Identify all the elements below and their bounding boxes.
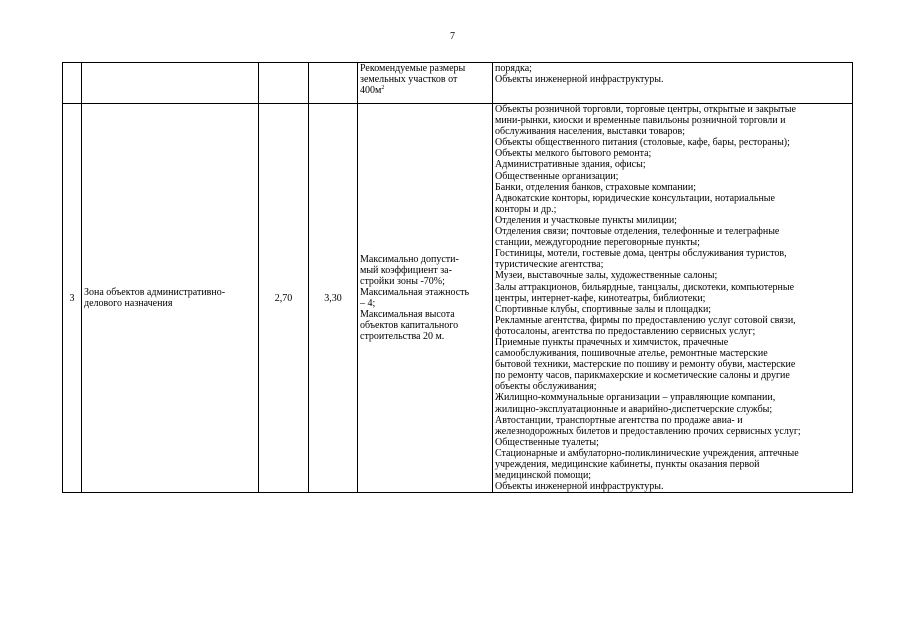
cell-value-2: 3,30 (309, 104, 358, 493)
use-line: бытовой техники, мастерские по пошиву и ремонту обуви, мастерские (495, 359, 796, 371)
use-line: по ремонту часов, парикмахерские и косметические салоны и другие (495, 370, 790, 382)
use-line: станции, междугородние переговорные пункты; (495, 237, 700, 249)
use-line: Отделения связи; почтовые отделения, телефонные и телеграфные (495, 226, 780, 238)
use-line: Жилищно-коммунальные организации – управляющие компании, (495, 392, 776, 404)
parameter-line: объектов капитального (360, 320, 459, 332)
use-line: Банки, отделения банков, страховые компании; (495, 181, 697, 193)
cell-value-2 (309, 63, 358, 104)
zones-table (62, 62, 853, 493)
cell-value-1: 2,70 (259, 104, 309, 493)
parameter-line: Рекомендуемые размеры (360, 63, 466, 74)
page-number: 7 (450, 31, 455, 42)
use-line: объекты обслуживания; (495, 381, 597, 393)
parameter-line: строительства 20 м. (360, 331, 445, 343)
use-line: Музеи, выставочные залы, художественные салоны; (495, 270, 718, 282)
use-line: фотосалоны, агентства по предоставлению сервисных услуг; (495, 325, 756, 337)
use-line: учреждения, медицинские кабинеты, пункты оказания первой (495, 459, 760, 470)
use-line: Объекты инженерной инфраструктуры. (495, 481, 664, 493)
use-line: медицинской помощи; (495, 470, 592, 482)
use-line: Гостиницы, мотели, гостевые дома, центры обслуживания туристов, (495, 248, 787, 260)
use-line: Общественные организации; (495, 170, 619, 182)
cell-permitted-uses (493, 104, 853, 493)
use-line: железнодорожных билетов и предоставлению прочих сервисных услуг; (495, 425, 801, 437)
cell-number: 3 (63, 104, 82, 493)
use-line: Спортивные клубы, спортивные залы и площадки; (495, 303, 712, 315)
use-line: Адвокатские конторы, юридические консультации, нотариальные (495, 192, 775, 204)
use-line: Объекты мелкого бытового ремонта; (495, 148, 652, 160)
use-line: порядка; (495, 63, 532, 74)
use-line: конторы и др.; (495, 203, 557, 215)
use-line: Залы аттракционов, бильярдные, танцзалы, дискотеки, компьютерные (495, 281, 795, 293)
parameter-line: Максимальная высота (360, 309, 455, 321)
table-row-zone-3 (63, 104, 853, 493)
zone-line: делового назначения (84, 298, 173, 310)
parameter-line: земельных участков от (360, 74, 458, 86)
use-line: туристические агентства; (495, 259, 604, 271)
use-line: Приемные пункты прачечных и химчисток, прачечные (495, 336, 729, 348)
cell-parameters (358, 104, 493, 493)
parameter-line: мый коэффициент за- (360, 264, 452, 276)
cell-permitted-uses (493, 63, 853, 104)
area-value: 400м (360, 85, 382, 97)
use-line: Административные здания, офисы; (495, 159, 646, 171)
use-line: Объекты розничной торговли, торговые центры, открытые и закрытые (495, 104, 796, 115)
use-line: Объекты инженерной инфраструктуры. (495, 74, 664, 86)
use-line: Автостанции, транспортные агентства по продаже авиа- и (495, 414, 743, 426)
use-line: Рекламные агентства, фирмы по предоставлению услуг сотовой связи, (495, 314, 796, 326)
parameter-line (360, 85, 490, 96)
area-exponent: 2 (381, 85, 385, 92)
cell-number (63, 63, 82, 104)
parameter-line: Максимальная этажность (360, 287, 470, 299)
parameter-line: – 4; (360, 298, 376, 310)
parameter-line: стройки зоны -70%; (360, 275, 445, 287)
table-row-continuation (63, 63, 853, 104)
cell-zone (82, 104, 259, 493)
use-line: Стационарные и амбулаторно-поликлинические учреждения, аптечные (495, 447, 799, 459)
cell-parameters (358, 63, 493, 104)
cell-zone (82, 63, 259, 104)
zone-line: Зона объектов административно- (84, 287, 226, 299)
use-line: Общественные туалеты; (495, 436, 599, 448)
use-line: обслуживания населения, выставки товаров; (495, 126, 686, 138)
use-line: жилищно-эксплуатационные и аварийно-диспетчерские службы; (495, 403, 773, 415)
use-line: самообслуживания, пошивочные ателье, ремонтные мастерские (495, 348, 768, 360)
use-line: центры, интернет-кафе, кинотеатры, библиотеки; (495, 292, 706, 304)
use-line: Отделения и участковые пункты милиции; (495, 214, 677, 226)
use-line: Объекты общественного питания (столовые, кафе, бары, рестораны); (495, 137, 790, 149)
use-line: мини-рынки, киоски и временные павильоны розничной торговли и (495, 115, 786, 127)
cell-value-1 (259, 63, 309, 104)
parameter-line: Максимально допусти- (360, 253, 459, 265)
